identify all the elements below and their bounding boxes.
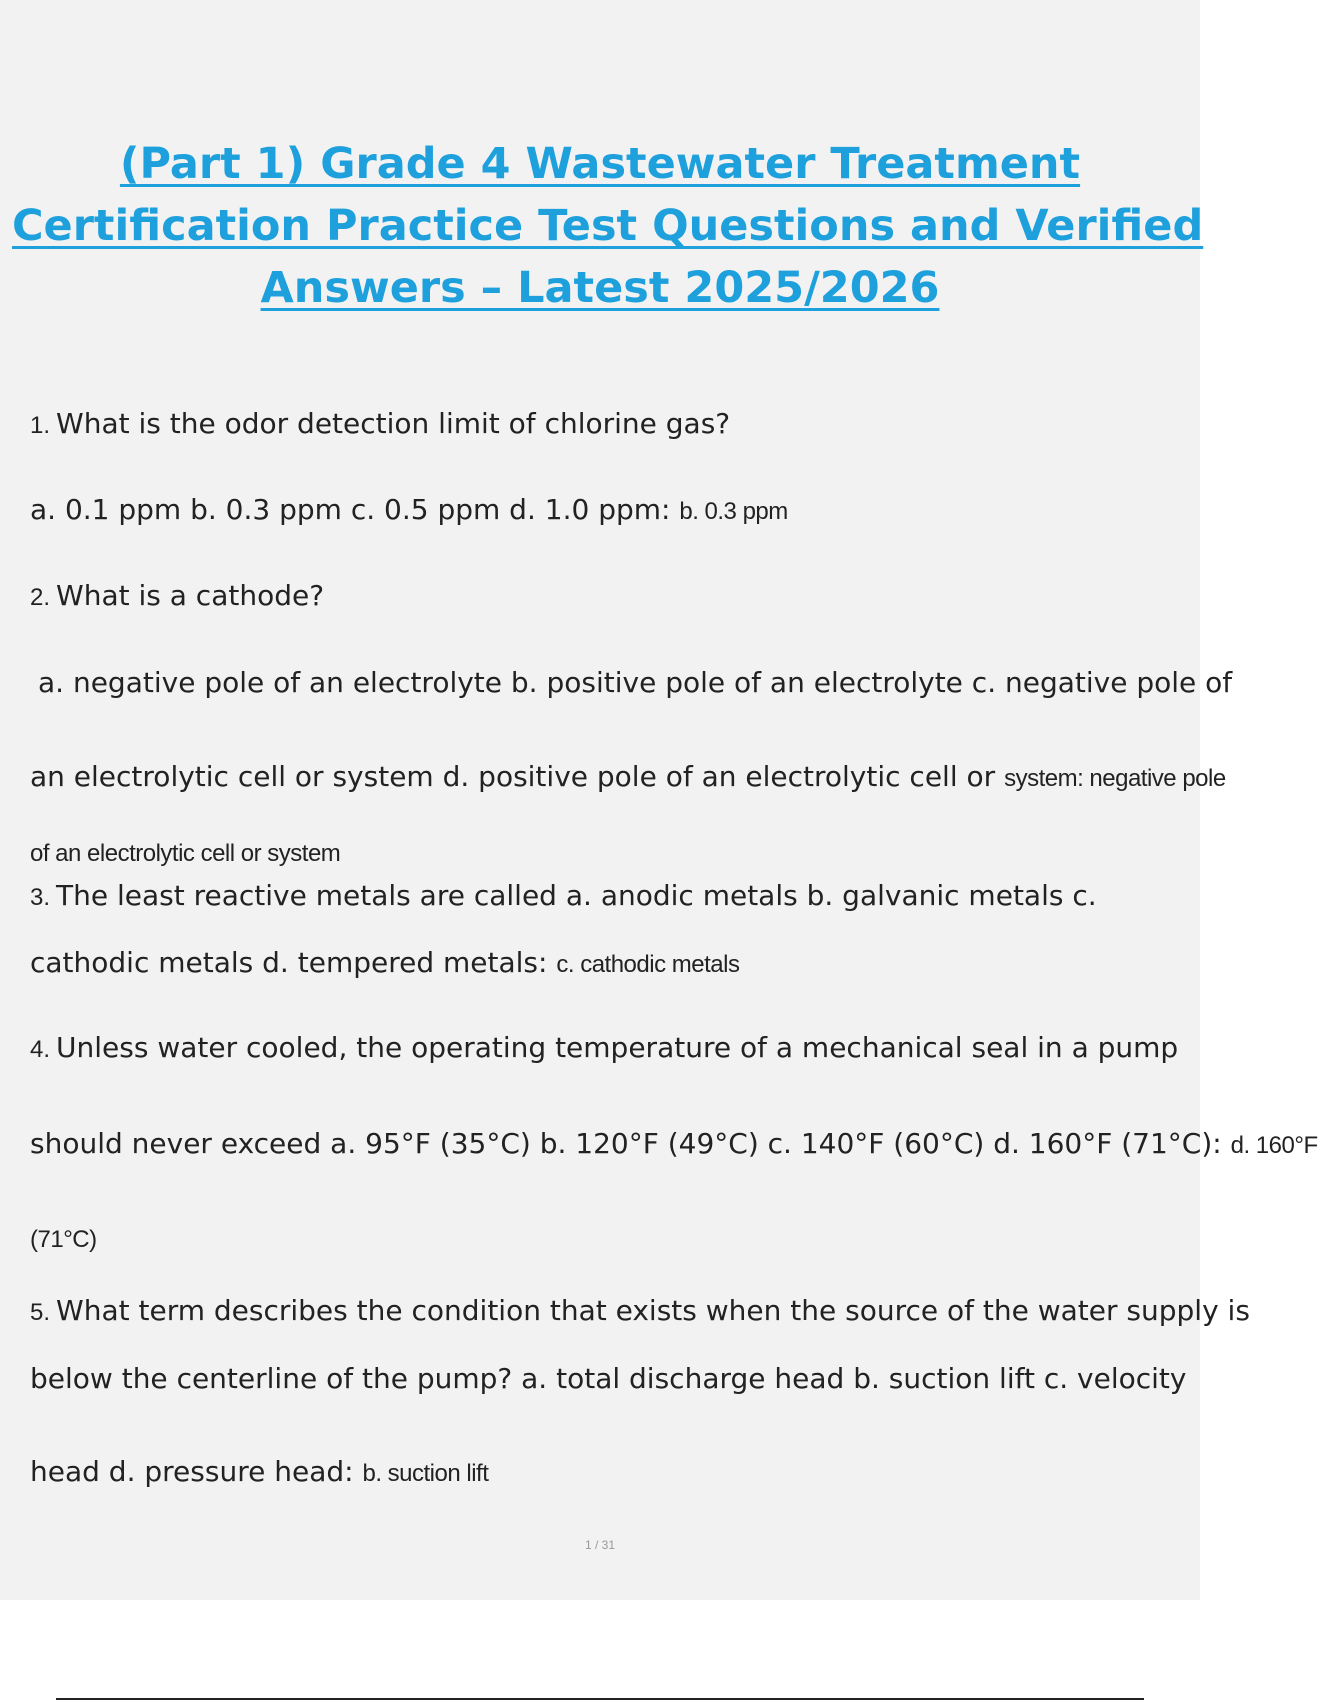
answer-text: b. 0.3 ppm xyxy=(679,498,788,525)
question-text: The least reactive metals are called a. anodic metals b. galvanic metals c. xyxy=(56,879,1097,912)
question-text: What is the odor detection limit of chlorine gas? xyxy=(56,407,731,440)
question-2 xyxy=(30,578,324,616)
question-5-line-2 xyxy=(30,1361,1186,1397)
page-number: 1 / 31 xyxy=(584,1538,616,1552)
question-number: 4. xyxy=(30,1036,51,1063)
question-4 xyxy=(30,1030,1178,1068)
question-text: below the centerline of the pump? a. total discharge head b. suction lift c. velocity xyxy=(30,1362,1187,1395)
question-2-options-line-2 xyxy=(30,759,1226,797)
question-3 xyxy=(30,878,1097,916)
options-text: a. 0.1 ppm b. 0.3 ppm c. 0.5 ppm d. 1.0 ppm: xyxy=(30,493,671,526)
question-text: cathodic metals d. tempered metals: xyxy=(30,946,548,979)
answer-text: system: negative pole xyxy=(1004,765,1226,792)
question-number: 3. xyxy=(30,884,51,911)
question-1 xyxy=(30,406,730,444)
options-text: a. negative pole of an electrolyte b. positive pole of an electrolyte c. negative pole of xyxy=(38,666,1233,699)
question-5-line-3 xyxy=(30,1454,488,1492)
answer-text: d. 160°F xyxy=(1230,1132,1318,1159)
question-text: head d. pressure head: xyxy=(30,1455,354,1488)
question-2-answer-line: of an electrolytic cell or system xyxy=(30,840,341,867)
question-number: 5. xyxy=(30,1299,51,1326)
question-text: Unless water cooled, the operating temperature of a mechanical seal in a pump xyxy=(56,1031,1179,1064)
document-title-line-1: (Part 1) Grade 4 Wastewater Treatment xyxy=(119,139,1081,189)
document-title-line-2: Certification Practice Test Questions and Verified xyxy=(12,201,1204,251)
answer-text: b. suction lift xyxy=(362,1460,489,1487)
question-text: should never exceed a. 95°F (35°C) b. 120°F (49°C) c. 140°F (60°C) d. 160°F (71°C): xyxy=(30,1127,1222,1160)
question-1-options xyxy=(30,492,788,530)
options-text: an electrolytic cell or system d. positive pole of an electrolytic cell or xyxy=(30,760,996,793)
question-3-line-2 xyxy=(30,945,739,983)
question-text: What is a cathode? xyxy=(56,579,325,612)
question-number: 1. xyxy=(30,412,51,439)
question-5 xyxy=(30,1293,1250,1331)
question-4-answer-line: (71°C) xyxy=(30,1226,97,1253)
document-title-line-3: Answers – Latest 2025/2026 xyxy=(260,263,940,313)
question-2-options-line-1 xyxy=(38,665,1232,701)
answer-text: c. cathodic metals xyxy=(556,951,740,978)
question-text: What term describes the condition that exists when the source of the water supply is xyxy=(56,1294,1250,1327)
question-number: 2. xyxy=(30,584,51,611)
question-4-line-2 xyxy=(30,1126,1318,1164)
